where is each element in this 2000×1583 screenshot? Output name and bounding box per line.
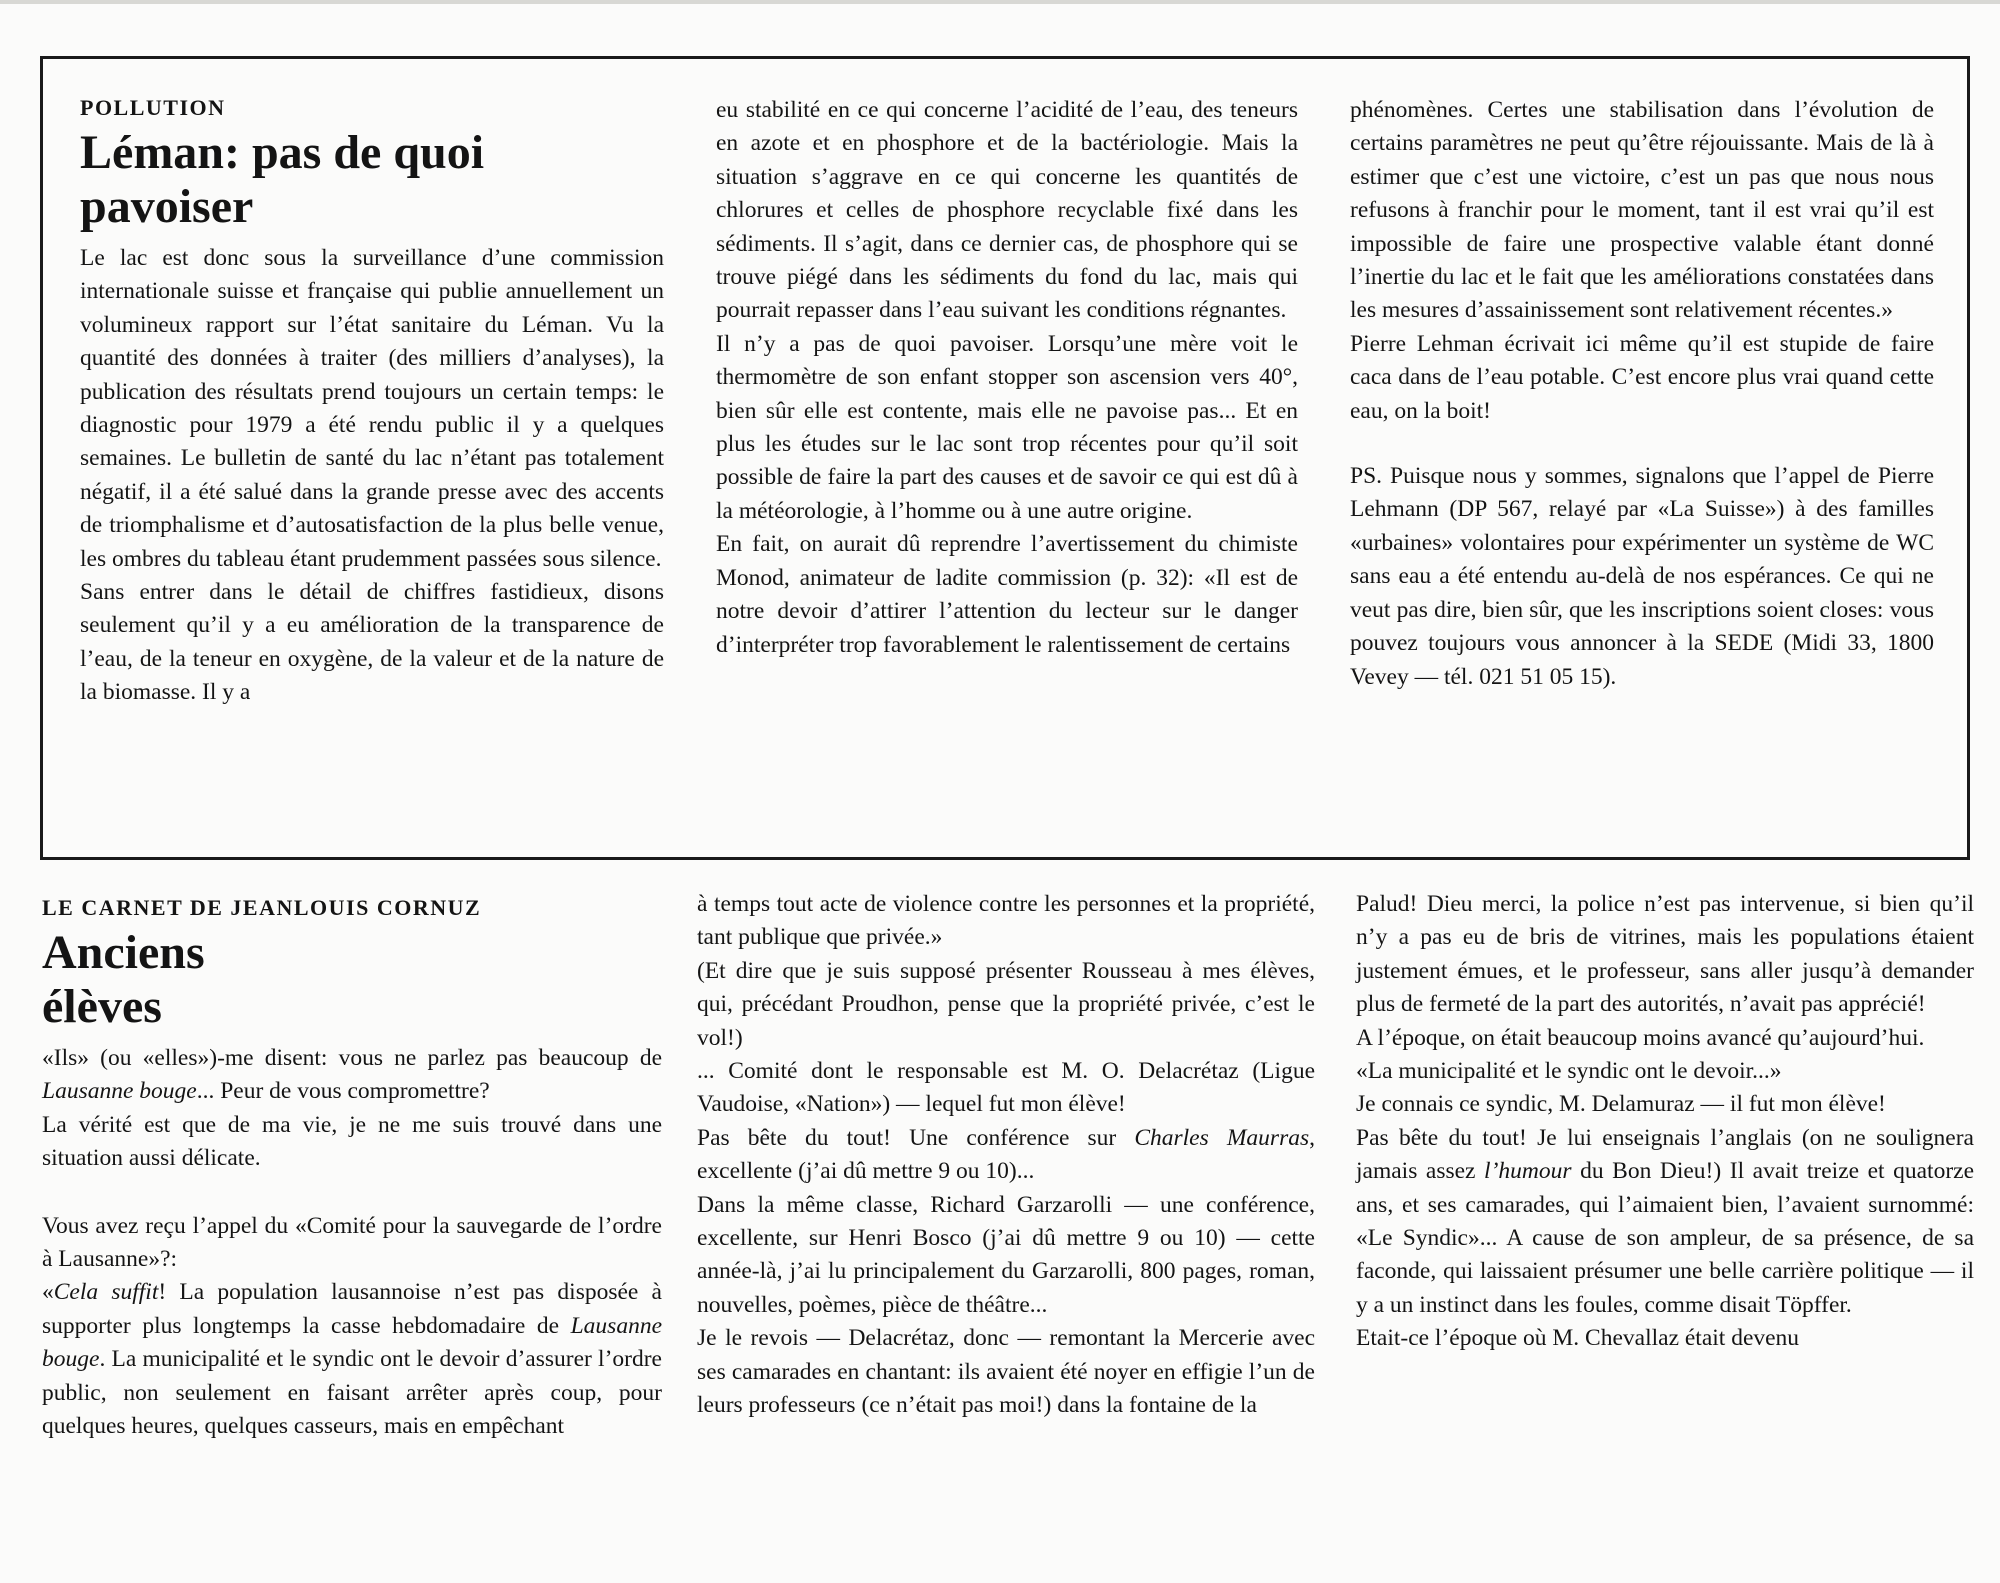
paragraph-gap [1350, 428, 1934, 460]
article2-paragraph: Palud! Dieu merci, la police n’est pas intervenue, si bien qu’il n’y a pas eu de bris de vitrines, mais les populations étaient justement émues, et le professeur, sans aller jusqu’à demander plus de fermeté de la part des autorités, n’avait pas apprécié! [1356, 891, 1974, 1018]
article1-paragraph: Il n’y a pas de quoi pavoiser. Lorsqu’une mère voit le thermomètre de son enfant stopper son ascension vers 40°, bien sûr elle est contente, mais elle ne pavoise pas... Et en plus les études sur le lac sont trop récentes pour qu’il soit possible de faire la part des causes et de savoir ce qui est dû à la météorologie, à l’homme ou à une autre origine. [716, 330, 1298, 524]
article1-postscript: PS. Puisque nous y sommes, signalons que l’appel de Pierre Lehmann (DP 567, relayé par «La Suisse») à des familles «urbaines» volontaires pour expérimenter un système de WC sans eau a été entendu au-delà de nos espérances. Ce qui ne veut pas dire, bien sûr, que les inscriptions soient closes: vous pouvez toujours vous annoncer à la SEDE (Midi 33, 1800 Vevey — tél. 021 51 05 15). [1350, 463, 1934, 690]
article2-headline-line2: élèves [42, 980, 162, 1033]
italic-title: Lausanne bouge [42, 1078, 197, 1105]
italic-phrase: Cela suffit [53, 1279, 159, 1306]
article2-column-1 [42, 894, 662, 1443]
article2-column-3 [1356, 888, 1974, 1356]
text-run: «Ils» (ou «elles»)-me disent: vous ne parlez pas beaucoup de [42, 1045, 662, 1071]
text-run: ! La population lausannoise n’est pas disposée à supporter plus longtemps la casse hebdomadaire de [42, 1279, 662, 1339]
article2-paragraph [697, 1122, 1315, 1189]
article1-paragraph: Pierre Lehman écrivait ici même qu’il est stupide de faire caca dans de l’eau potable. C’est encore plus vrai quand cette eau, on la boit! [1350, 330, 1934, 424]
article2-paragraph: La vérité est que de ma vie, je ne me suis trouvé dans une situation aussi délicate. [42, 1111, 662, 1172]
article2-col2-text [697, 888, 1315, 1423]
article1-col1-text [80, 242, 664, 710]
article1-headline-line2: pavoiser [80, 180, 254, 233]
article1-paragraph: Le lac est donc sous la surveillance d’une commission internationale suisse et française qui publie annuellement un volumineux rapport sur l’état sanitaire du Léman. Vu la quantité des données à traiter (des milliers d’analyses), la publication des résultats prend toujours un certain temps: le diagnostic pour 1979 a été rendu public il y a quelques semaines. Le bulletin de santé du lac n’étant pas totalement négatif, il a été salué dans la grande presse avec des accents de triomphalisme et d’autosatisfaction de la plus belle venue, les ombres du tableau étant prudemment passées sous silence. [80, 245, 664, 572]
article2-paragraph: «La municipalité et le syndic ont le devoir...» [1356, 1058, 1782, 1085]
article2-paragraph [42, 1042, 662, 1109]
article2-paragraph: Dans la même classe, Richard Garzarolli — une conférence, excellente, sur Henri Bosco (j’ai dû mettre 9 ou 10) — cette année-là, j’ai lu principalement du Garzarolli, 800 pages, roman, nouvelles, poèmes, pièce de théâtre... [697, 1191, 1315, 1318]
article2-paragraph [1356, 1122, 1974, 1322]
article2-paragraph: à temps tout acte de violence contre les personnes et la propriété, tant publique que privée.» [697, 891, 1315, 951]
text-run: du Bon Dieu!) Il avait treize et quatorze ans, et ses camarades, qui l’aimaient bien, l’avaient surnommé: «Le Syndic»... A cause de son ampleur, de sa présence, de sa faconde, qui laissaient présumer une belle carrière politique — il y a un instinct dans les foules, comme disait Töpffer. [1356, 1158, 1975, 1318]
text-run: Pas bête du tout! Une conférence sur [697, 1124, 1117, 1151]
italic-word: l’humour [1484, 1158, 1572, 1185]
article2-col1-text [42, 1042, 662, 1443]
article1-paragraph: eu stabilité en ce qui concerne l’acidité de l’eau, des teneurs en azote et en phosphore et de la bactériologie. Mais la situation s’aggrave en ce qui concerne les quantités de chlorures et celles de phosphore recyclable fixé dans les sédiments. Il s’agit, dans ce dernier cas, de phosphore qui se trouve piégé dans les sédiments du fond du lac, mais qui pourrait repasser dans l’eau suivant les conditions régnantes. [716, 97, 1298, 324]
article2-paragraph: ... Comité dont le responsable est M. O. Delacrétaz (Ligue Vaudoise, «Nation») — lequel fut mon élève! [697, 1058, 1315, 1118]
article1-column-2 [716, 94, 1298, 662]
article2-column-2 [697, 888, 1315, 1423]
article2-paragraph: (Et dire que je suis supposé présenter Rousseau à mes élèves, qui, précédant Proudhon, pense que la propriété privée, c’est le vol!) [697, 957, 1315, 1051]
text-run: « [42, 1279, 54, 1306]
article2-paragraph: Vous avez reçu l’appel du «Comité pour la sauvegarde de l’ordre à Lausanne»?: [42, 1212, 662, 1273]
article1-col2-text [716, 94, 1298, 662]
article1-paragraph: En fait, on aurait dû reprendre l’avertissement du chimiste Monod, animateur de ladite commission (p. 32): «Il est de notre devoir d’attirer l’attention du lecteur sur le danger d’interpréter trop favorablement le ralentissement de certains [716, 531, 1298, 658]
article2-paragraph [42, 1276, 662, 1443]
article2-headline [42, 926, 662, 1034]
article2-headline-line1: Anciens [42, 926, 205, 979]
text-run: . La municipalité et le syndic ont le devoir d’assurer l’ordre public, non seulement en faisant arrêter après coup, pour quelques heures, quelques casseurs, mais en empêchant [42, 1346, 662, 1440]
article2-kicker: LE CARNET DE JEANLOUIS CORNUZ [42, 895, 482, 920]
text-run: Pas bête du tout! Je lui enseignais l’anglais (on ne soulignera jamais assez [1356, 1124, 1974, 1185]
paragraph-gap [42, 1176, 662, 1210]
article1-column-1 [80, 94, 664, 710]
article1-headline-line1: Léman: pas de quoi [80, 126, 485, 179]
article1-kicker: POLLUTION [80, 95, 226, 120]
top-edge-strip [0, 0, 2000, 4]
article1-paragraph: Sans entrer dans le détail de chiffres fastidieux, disons seulement qu’il y a eu amélioration de la transparence de l’eau, de la teneur en oxygène, de la valeur et de la nature de la biomasse. Il y a [80, 579, 664, 706]
italic-title: Lausanne bouge [42, 1312, 663, 1373]
article2-paragraph: Je le revois — Delacrétaz, donc — remontant la Mercerie avec ses camarades en chantant: ils avaient été noyer en effigie l’un de leurs professeurs (ce n’était pas moi!) dans la fontaine de la [697, 1325, 1315, 1419]
article1-headline [80, 126, 664, 234]
article1-paragraph: phénomènes. Certes une stabilisation dans l’évolution de certains paramètres ne peut qu’être réjouissante. Mais de là à estimer que c’est une victoire, c’est un pas que nous nous refusons à franchir pour le moment, tant il est vrai qu’il est impossible de faire une prospective valable étant donné l’inertie du lac et le fait que les améliorations constatées dans les mesures d’assainissement sont relativement récentes.» [1350, 97, 1934, 324]
article1-column-3 [1350, 94, 1934, 694]
italic-name: Charles Maurras [1134, 1124, 1310, 1151]
article2-paragraph: Je connais ce syndic, M. Delamuraz — il fut mon élève! [1356, 1091, 1886, 1118]
text-run: , excellente (j’ai dû mettre 9 ou 10)... [697, 1124, 1315, 1185]
article2-paragraph: Etait-ce l’époque où M. Chevallaz était devenu [1356, 1325, 1800, 1352]
article2-paragraph: A l’époque, on était beaucoup moins avancé qu’aujourd’hui. [1356, 1024, 1925, 1051]
article1-col3-text [1350, 94, 1934, 694]
article2-col3-text [1356, 888, 1974, 1356]
text-run: ... Peur de vous compromettre? [196, 1078, 490, 1105]
